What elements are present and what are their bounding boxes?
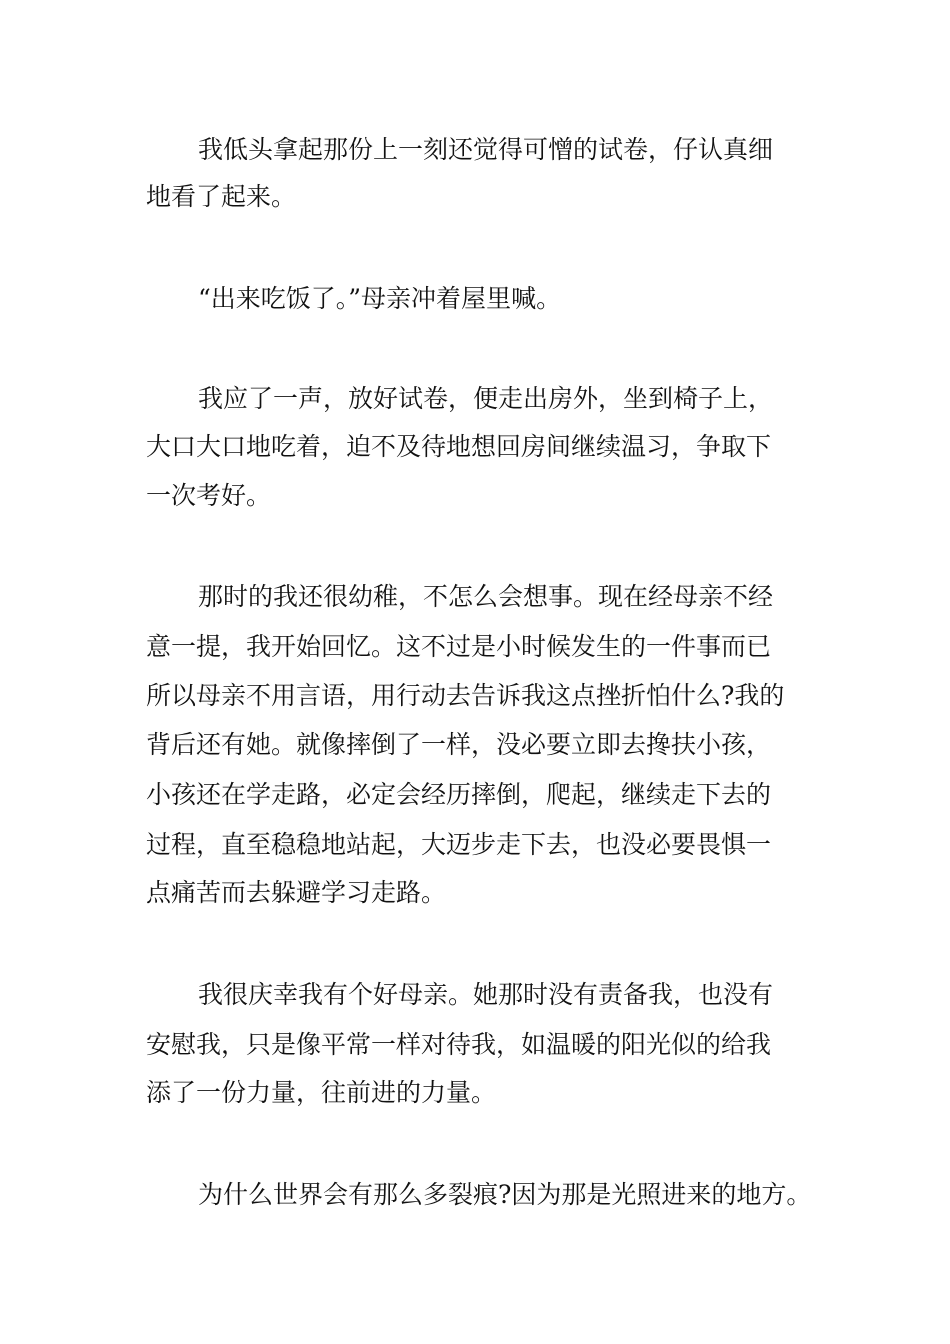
paragraph-4-line-6: 过程，直至稳稳地站起，大迈步走下去，也没必要畏惧一 [146, 830, 772, 859]
paragraph-3-line-1: 我应了一声，放好试卷，便走出房外，坐到椅子上， [198, 384, 774, 413]
paragraph-5-line-2: 安慰我，只是像平常一样对待我，如温暖的阳光似的给我 [146, 1030, 772, 1059]
paragraph-3-line-2: 大口大口地吃着，迫不及待地想回房间继续温习，争取下 [146, 432, 772, 461]
paragraph-4-line-4: 背后还有她。就像摔倒了一样，没必要立即去搀扶小孩， [146, 730, 772, 759]
paragraph-5-line-3: 添了一份力量，往前进的力量。 [146, 1078, 497, 1107]
paragraph-4-line-7: 点痛苦而去躲避学习走路。 [146, 878, 447, 907]
paragraph-1-line-2: 地看了起来。 [146, 182, 297, 211]
paragraph-4-line-1: 那时的我还很幼稚，不怎么会想事。现在经母亲不经 [198, 582, 774, 611]
paragraph-5-line-1: 我很庆幸我有个好母亲。她那时没有责备我，也没有 [198, 980, 774, 1009]
paragraph-3-line-3: 一次考好。 [146, 481, 272, 510]
paragraph-4-line-3: 所以母亲不用言语，用行动去告诉我这点挫折怕什么?我的 [146, 681, 785, 710]
paragraph-6-line-1: 为什么世界会有那么多裂痕?因为那是光照进来的地方。 [198, 1180, 812, 1209]
document-page [146, 0, 816, 1344]
paragraph-4-line-5: 小孩还在学走路，必定会经历摔倒，爬起，继续走下去的 [146, 780, 772, 809]
paragraph-2-line-1: “出来吃饭了。”母亲冲着屋里喊。 [198, 284, 562, 313]
paragraph-1-line-1: 我低头拿起那份上一刻还觉得可憎的试卷，仔认真细 [198, 135, 774, 164]
paragraph-4-line-2: 意一提，我开始回忆。这不过是小时候发生的一件事而已 [146, 632, 772, 661]
